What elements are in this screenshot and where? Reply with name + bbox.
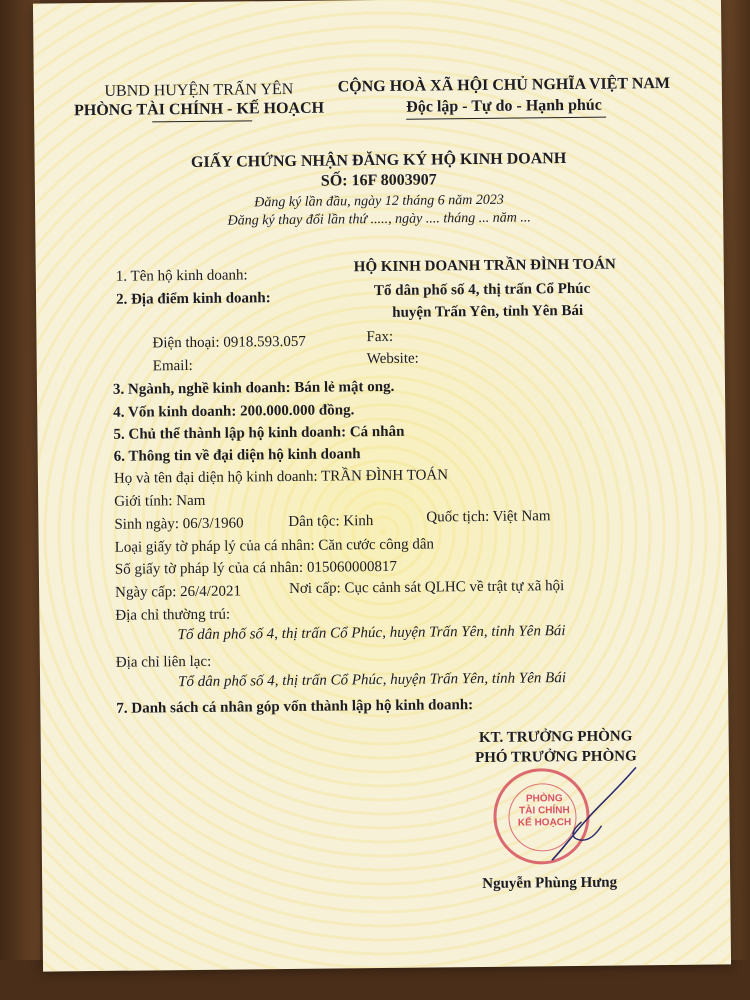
founder-label: 5. Chủ thể thành lập hộ kinh doanh xyxy=(113,424,342,443)
id-number: Số giấy tờ pháp lý của cá nhân: 015060000817 xyxy=(114,558,398,578)
ethnicity: Dân tộc: Kinh xyxy=(288,513,374,530)
website: Website: xyxy=(366,350,419,368)
header-left-underline xyxy=(152,120,252,122)
nationality: Quốc tịch: Việt Nam xyxy=(426,508,551,526)
seal-text-line3: KẾ HOẠCH xyxy=(517,817,572,829)
business-capital: 4. Vốn kinh doanh: 200.000.000 đồng. xyxy=(113,402,355,421)
issuing-authority: UBND HUYỆN TRẤN YÊN xyxy=(104,80,294,100)
business-location-label: 2. Địa điểm kinh doanh: xyxy=(115,290,271,308)
national-motto: Độc lập - Tự do - Hạnh phúc xyxy=(406,96,602,116)
email: Email: xyxy=(152,357,193,375)
contributors-heading: 7. Danh sách cá nhân góp vốn thành lập hộ kinh doanh: xyxy=(116,697,474,717)
permanent-address-label: Địa chỉ thường trú: xyxy=(115,606,231,624)
fax: Fax: xyxy=(366,328,394,346)
founder-line xyxy=(113,423,404,444)
founder-value: : Cá nhân xyxy=(340,423,405,441)
contact-address-value: Tổ dân phố số 4, thị trấn Cổ Phúc, huyện Trấn Yên, tỉnh Yên Bái xyxy=(177,670,567,691)
id-type: Loại giấy tờ pháp lý của cá nhân: Căn cước công dân xyxy=(114,536,435,556)
seal-text-line2: TÀI CHÍNH xyxy=(519,805,570,817)
change-registration-date: Đăng ký thay đổi lần thứ ....., ngày .... tháng ... năm ... xyxy=(227,210,531,229)
issue-date: Ngày cấp: 26/4/2021 xyxy=(115,583,242,601)
business-name-label: 1. Tên hộ kinh doanh: xyxy=(115,267,248,285)
header-right-underline xyxy=(406,117,606,120)
signer-name: Nguyễn Phùng Hưng xyxy=(482,874,618,892)
business-location-line1: Tổ dân phố số 4, thị trấn Cổ Phúc xyxy=(373,280,591,300)
document-title: GIẤY CHỨNG NHẬN ĐĂNG KÝ HỘ KINH DOANH xyxy=(190,150,567,171)
phone: Điện thoại: 0918.593.057 xyxy=(152,333,306,352)
national-title: CỘNG HOÀ XÃ HỘI CHỦ NGHĨA VIỆT NAM xyxy=(337,74,671,96)
first-registration-date: Đăng ký lần đầu, ngày 12 tháng 6 năm 2023 xyxy=(254,192,504,211)
document-number: SỐ: 16F 8003907 xyxy=(320,171,437,190)
signature-title-2: PHÓ TRƯỞNG PHÒNG xyxy=(474,748,637,767)
signature-title-1: KT. TRƯỞNG PHÒNG xyxy=(478,728,633,746)
handwritten-signature xyxy=(541,759,662,870)
representative-name: Họ và tên đại diện hộ kinh doanh: TRẦN ĐÌNH TOÁN xyxy=(113,467,449,487)
representative-heading: 6. Thông tin về đại diện hộ kinh doanh xyxy=(113,446,361,465)
certificate-document xyxy=(33,0,731,972)
permanent-address-value: Tổ dân phố số 4, thị trấn Cổ Phúc, huyện Trấn Yên, tỉnh Yên Bái xyxy=(177,623,566,644)
business-name-value: HỘ KINH DOANH TRẦN ĐÌNH TOÁN xyxy=(353,256,616,276)
seal-text-line1: PHÒNG xyxy=(525,793,563,805)
issue-place: Nơi cấp: Cục cảnh sát QLHC về trật tự xã hội xyxy=(289,578,565,597)
business-location-line2: huyện Trấn Yên, tỉnh Yên Bái xyxy=(392,302,584,321)
issuing-department: PHÒNG TÀI CHÍNH - KẾ HOẠCH xyxy=(74,99,325,120)
date-of-birth: Sinh ngày: 06/3/1960 xyxy=(114,515,244,533)
contact-address-label: Địa chỉ liên lạc: xyxy=(115,653,212,671)
gender: Giới tính: Nam xyxy=(114,492,206,510)
business-sector: 3. Ngành, nghề kinh doanh: Bán lẻ mật ong. xyxy=(112,378,395,398)
